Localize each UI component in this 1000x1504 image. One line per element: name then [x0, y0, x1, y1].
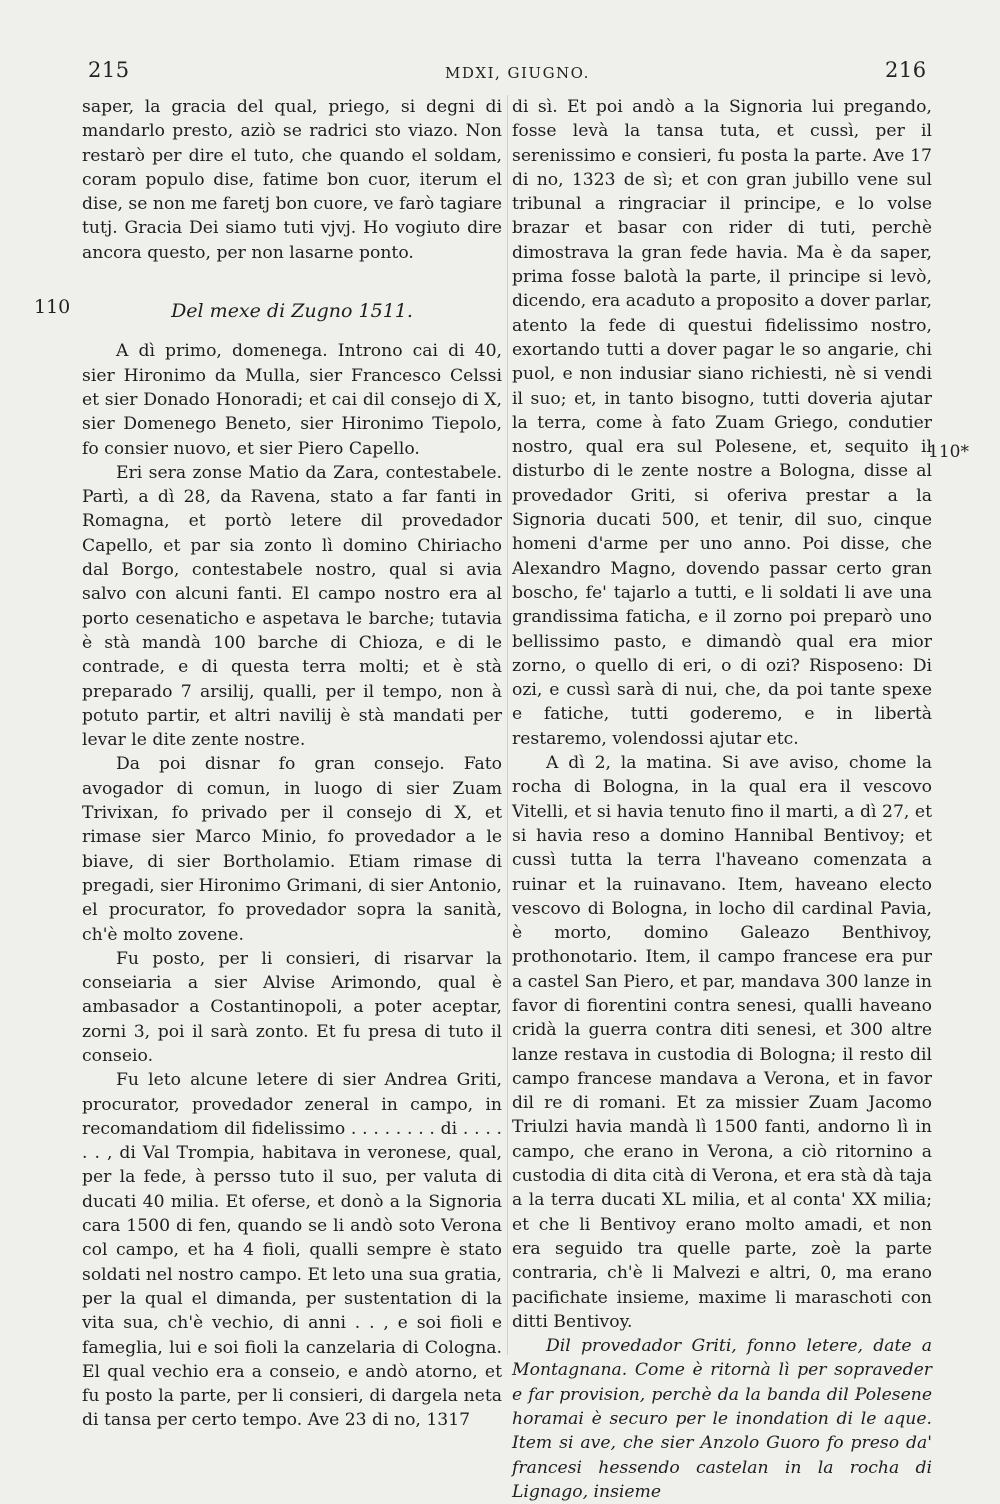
left-paragraph-1: A dì primo, domenega. Introno cai di 40, sier Hironimo da Mulla, sier Francesco Celssi et sier Donado Honoradi; et cai dil consejo di X, sier Domenego Beneto, sier Hironimo Tiepolo, fo consier nuovo, et sier Piero Capello.: [82, 341, 502, 459]
left-paragraph-2: Eri sera zonse Matio da Zara, contestabele. Partì, a dì 28, da Ravena, stato a far fanti in Romagna, et portò letere dil provedador Capello, et par sia zonto lì domino Chiriacho dal Borgo, contestabele nostro, qual si avia salvo con alcuni fanti. El campo nostro era al porto cesenaticho e aspetava le barche; tutavia è stà mandà 100 barche di Chioza, e di le contrade, e di questa terra molti; et è stà preparado 7 arsilij, qualli, per il tempo, non à potuto partir, et altri navilij è stà mandati per levar le dite zente nostre.: [82, 462, 502, 751]
left-margin-number: 110: [34, 296, 71, 318]
right-opening-paragraph: di sì. Et poi andò a la Signoria lui pregando, fosse levà la tansa tuta, et cussì, per il serenissimo e consieri, fu posta la parte. Ave 17 di no, 1323 de sì; et con gran jubillo vene sul tribunal a ringraciar il principe, e lo volse brazar et basar con rider di tuti, perchè dimostrava la gran fede havia. Ma è da saper, prima fosse balotà la parte, il principe si levò, dicendo, era acaduto a proposito a dover parlar, atento la fede di questui fidelissimo nostro, exortando tutti a dover pagar le so angarie, chi puol, e non indusiar siano richiesti, nè si vendi il suo; et, in tanto bisogno, tutti doveria ajutar la terra, come à fato Zuam Griego, condutier nostro, qual era sul Polesene, et, sequito il disturbo di le zente nostre a Bologna, disse al provedador Griti, si oferiva prestar a la Signoria ducati 500, et tenir, dil suo, cinque homeni d'arme per uno anno. Poi disse, che Alexandro Magno, dovendo passar certo gran boscho, fe' tajarlo a tutti, e li soldati li ave una grandissima faticha, e il zorno poi preparò uno bellissimo pasto, e dimandò qual era mior zorno, o quello di eri, o di ozi? Risposeno: Di ozi, e cussì sarà di nui, che, da poi tante spexe e fatiche, tutti goderemo, e in libertà restaremo, volendossi ajutar etc.: [512, 97, 932, 749]
right-paragraph-1: A dì 2, la matina. Si ave aviso, chome la rocha di Bologna, in la qual era il vescovo Vitelli, et si havia tenuto fino il marti, a dì 27, et si havia reso a domino Hannibal Bentivoy; et cussì tutta la terra l'haveano comenzata a ruinar et la ruinavano. Item, haveano electo vescovo di Bologna, in locho dil cardinal Pavia, è morto, domino Galeazo Benthivoy, prothonotario. Item, il campo francese era pur a castel San Piero, et par, mandava 300 lanze in favor di fiorentini contra senesi, qualli haveano cridà la guerra contra diti senesi, et 300 altre lanze restava in custodia di Bologna; il resto dil campo francese mandava a Verona, et in favor dil re di romani. Et za missier Zuam Jacomo Triulzi havia mandà lì 1500 fanti, andorno lì in campo, che erano in Verona, a ciò ritornino a custodia di dita cità di Verona, et era stà dà taja a la terra ducati XL milia, et al conta' XX milia; et che li Bentivoy erano molto amadi, et non era seguido tra quelle parte, zoè la parte contraria, ch'è li Malvezi e altri, 0, ma erano pacifichate insieme, maxime li maraschoti con ditti Bentivoy.: [512, 753, 932, 1332]
left-paragraph-3: Da poi disnar fo gran consejo. Fato avogador di comun, in luogo di sier Zuam Trivixan, fo privado per il consejo di X, et rimase sier Marco Minio, fo provedador a le biave, di sier Bortholamio. Etiam rimase di pregadi, sier Hironimo Grimani, di sier Antonio, el procurator, fo provedador sopra la sanità, ch'è molto zovene.: [82, 754, 502, 945]
left-paragraph-5: Fu leto alcune letere di sier Andrea Griti, procurator, provedador zeneral in campo, in recomandatiom dil fidelissimo . . . . . . . . di . . . . . . , di Val Trompia, habitava in veronese, qual, per la fede, à persso tuto il suo, per valuta di ducati 40 milia. Et oferse, et donò a la Signoria cara 1500 di fen, quando se li andò soto Verona col campo, et ha 4 fioli, qualli sempre è stato soldati nel nostro campo. Et leto una sua gratia, per la qual el dimanda, per sustentation di la vita sua, ch'è vechio, di anni . . , e soi fioli e fameglia, lui e soi fioli la canzelaria di Cologna. El qual vechio era a conseio, e andò atorno, et fu posto la parte, per li consieri, di dargela neta di tansa per certo tempo. Ave 23 di no, 1317: [82, 1070, 502, 1431]
right-column: [512, 95, 932, 1504]
left-column: [82, 95, 502, 1433]
running-title: MDXI, GIUGNO.: [445, 64, 590, 82]
left-page-number: 215: [88, 58, 130, 82]
section-heading: Del mexe di Zugno 1511.: [171, 300, 413, 323]
right-page-number: 216: [885, 58, 927, 82]
left-paragraph-4: Fu posto, per li consieri, di risarvar la conseiaria a sier Alvise Arimondo, qual è ambasador a Costantinopoli, a poter aceptar, zorni 3, poi il sarà zonto. Et fu presa di tuto il conseio.: [82, 948, 502, 1066]
left-opening-paragraph: saper, la gracia del qual, priego, si degni di mandarlo presto, aziò se radrici sto viazo. Non restarò per dire el tuto, che quando el soldam, coram populo dise, fatime bon cuor, iterum el dise, se non me faretj bon cuore, ve farò tagiare tutj. Gracia Dei siamo tuti vjvj. Ho vogiuto dire ancora questo, per non lasarne ponto.: [82, 97, 502, 263]
right-margin-number: 110*: [928, 442, 969, 462]
right-paragraph-2: Dil provedador Griti, fonno letere, date a Montagnana. Come è ritornà lì per sopraveder e far provision, perchè da la banda dil Polesene horamai è securo per le inondation di le aque. Item si ave, che sier Anzolo Guoro fo preso da' francesi hessendo castelan in la rocha di Lignago, insieme: [512, 1336, 932, 1502]
column-divider: [507, 95, 508, 1355]
